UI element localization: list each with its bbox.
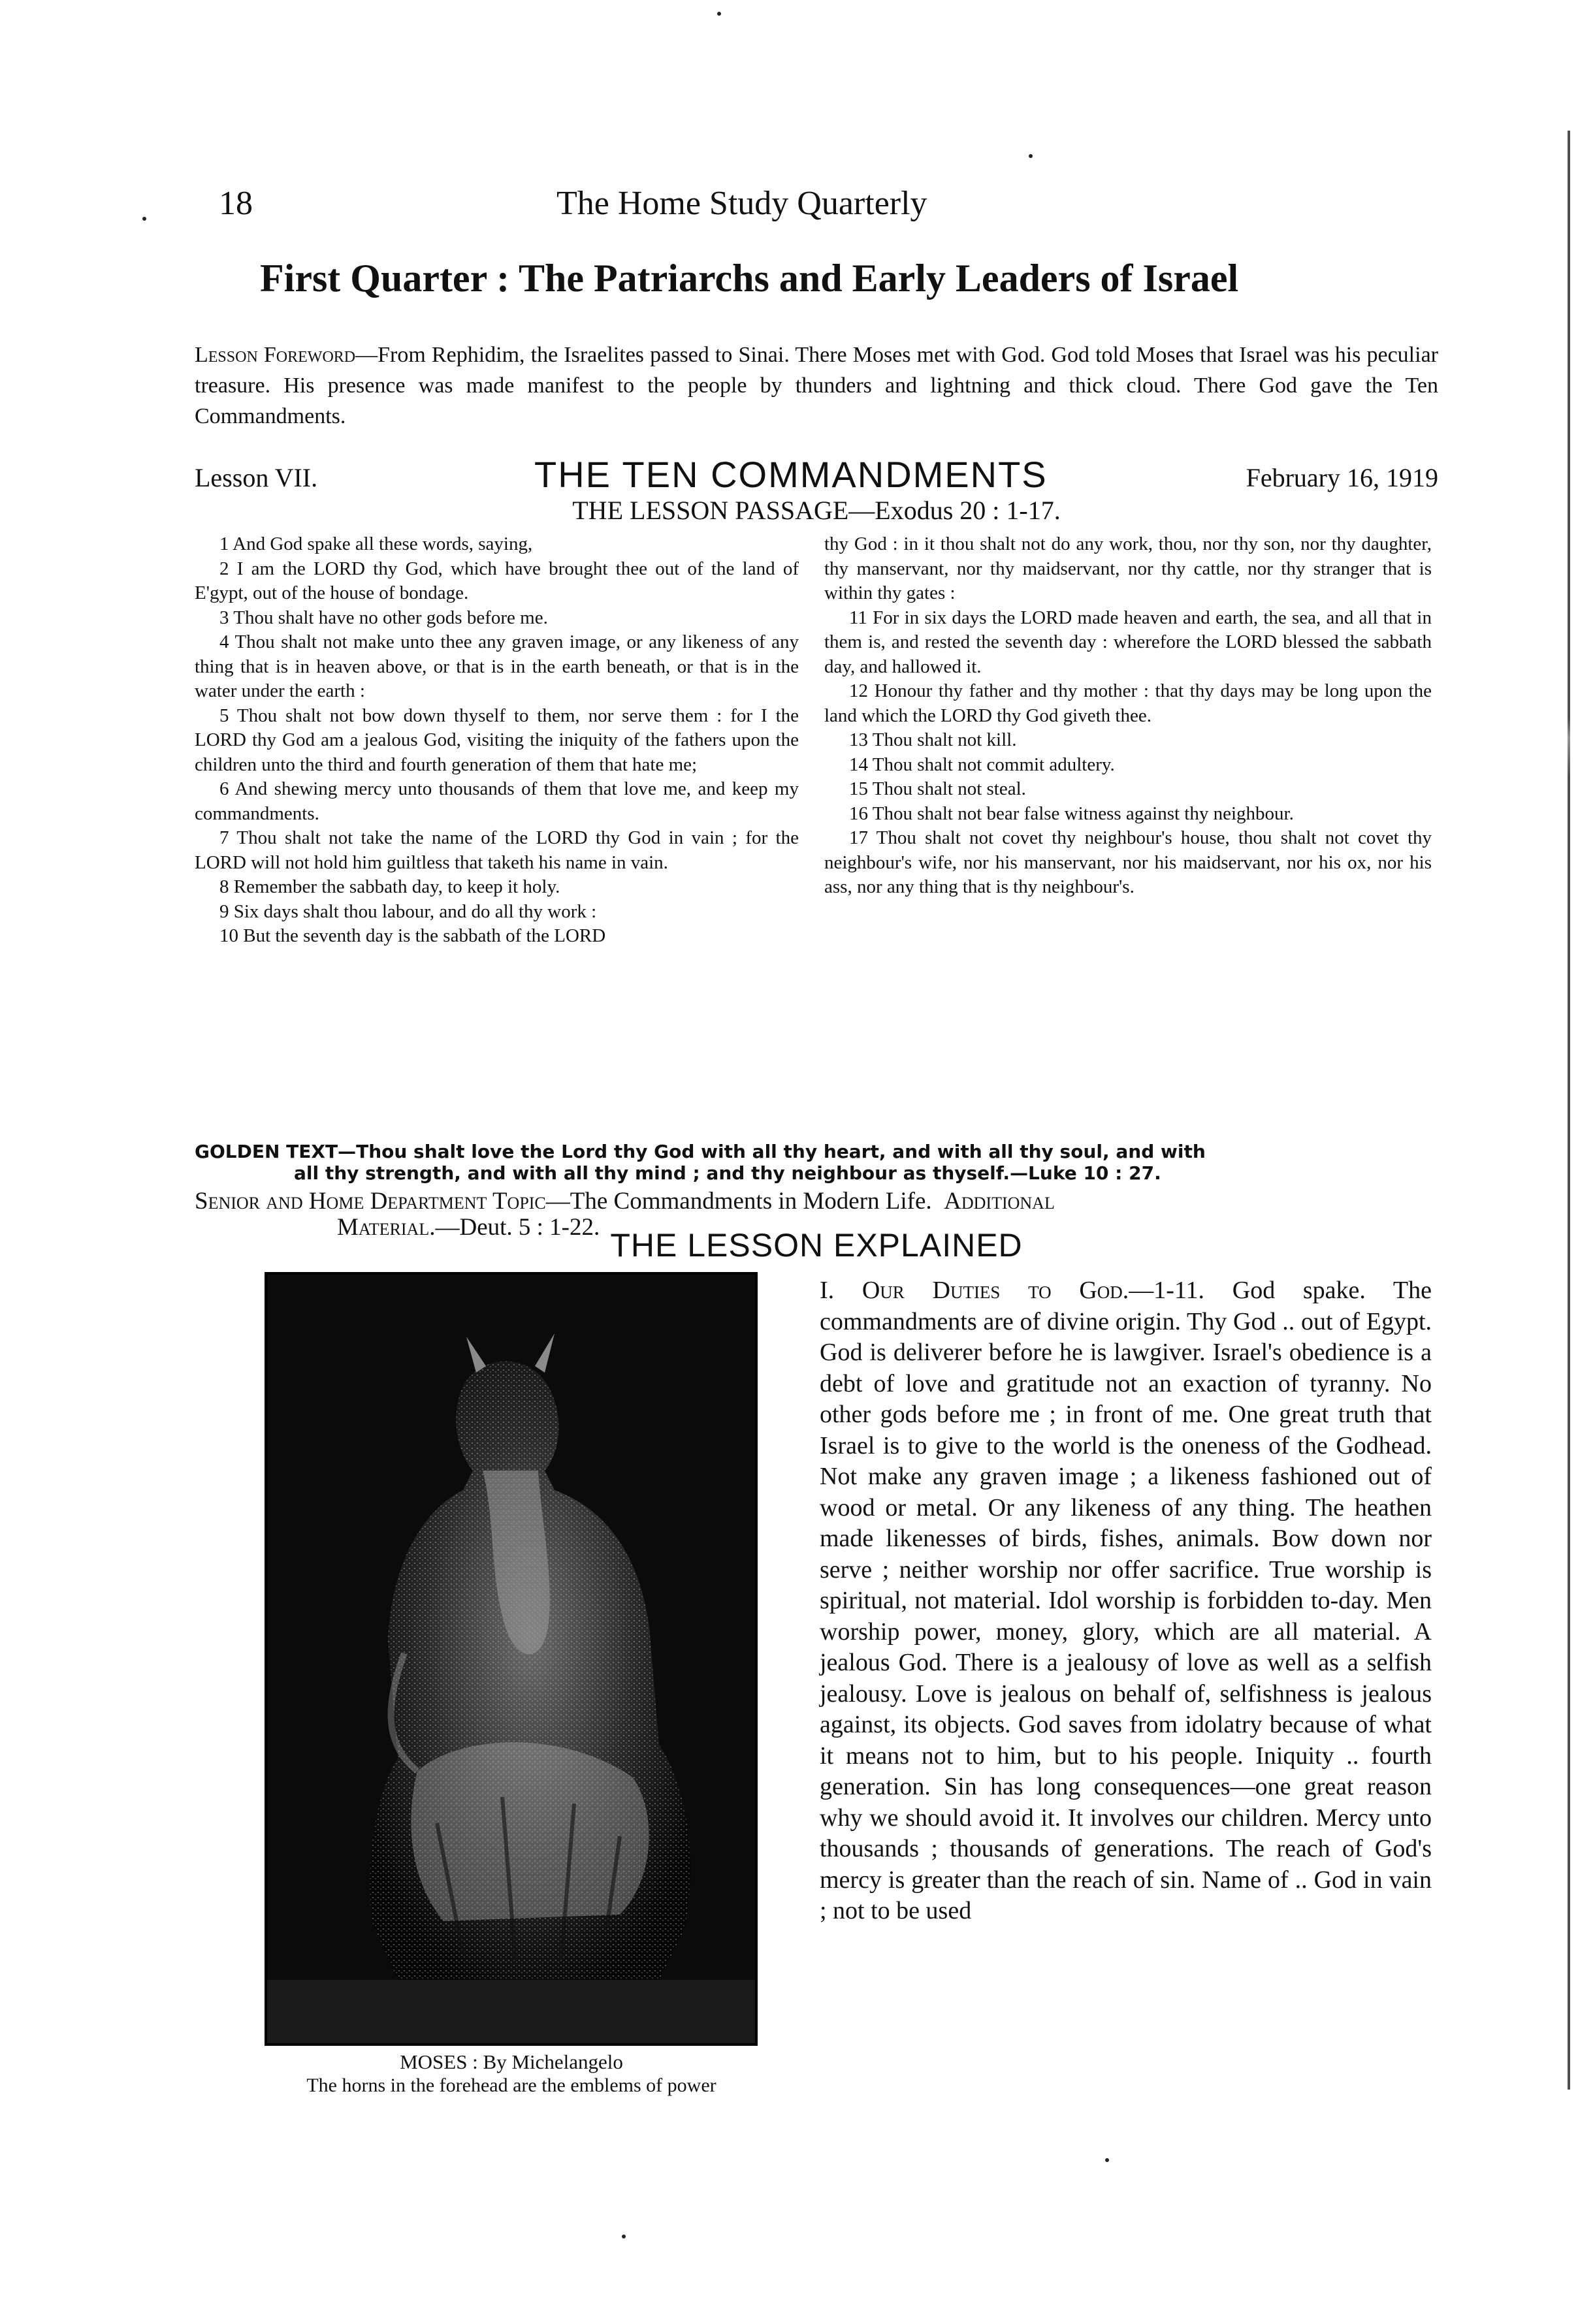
verse-paragraph: 11 For in six days the LORD made heaven and earth, the sea, and all that in them is, and rested the seventh day : wherefore the LORD blessed the sabbath day, and hallowed it.	[824, 607, 1432, 677]
page-number: 18	[219, 185, 253, 222]
verse-paragraph: 7 Thou shalt not take the name of the LORD thy God in vain ; for the LORD will not hold him guiltless that taketh his name in vain.	[195, 827, 799, 873]
moses-statue-image	[265, 1272, 758, 2046]
verse-paragraph: 16 Thou shalt not bear false witness against thy neighbour.	[849, 803, 1294, 824]
lesson-explained-heading: THE LESSON EXPLAINED	[610, 1227, 1023, 1264]
foreword-label: Lesson Foreword	[195, 343, 356, 367]
topic-text: —The Commandments in Modern Life.	[545, 1188, 932, 1215]
verse-paragraph: 4 Thou shalt not make unto thee any graven image, or any likeness of any thing that is in heaven above, or that is in the earth beneath, or that is in the water under the earth :	[195, 631, 799, 701]
passage-heading: THE LESSON PASSAGE—Exodus 20 : 1-17.	[572, 496, 1061, 525]
caption-title: MOSES : By Michelangelo	[400, 2050, 623, 2073]
scan-speck	[717, 12, 721, 16]
topic-label: Senior and Home Department Topic	[195, 1188, 546, 1215]
lesson-date: February 16, 1919	[1246, 463, 1438, 492]
scan-speck	[1029, 154, 1033, 158]
lesson-number: Lesson VII.	[195, 463, 318, 492]
running-head-title: The Home Study Quarterly	[556, 185, 927, 222]
scan-speck	[142, 217, 146, 221]
passage-left-column	[195, 532, 799, 949]
material-text: —Deut. 5 : 1-22.	[435, 1214, 600, 1241]
scan-margin-edge	[1568, 131, 1570, 2090]
verse-paragraph: 15 Thou shalt not steal.	[849, 778, 1026, 799]
verse-paragraph: 14 Thou shalt not commit adultery.	[849, 754, 1115, 775]
verse-paragraph: 2 I am the LORD thy God, which have brought thee out of the land of E'gypt, out of the house of bondage.	[195, 558, 799, 603]
lesson-explanation	[820, 1275, 1432, 1927]
quarter-heading: First Quarter : The Patriarchs and Early Leaders of Israel	[260, 257, 1239, 300]
passage-right-column	[824, 532, 1432, 900]
verse-paragraph: 9 Six days shalt thou labour, and do all thy work :	[219, 900, 597, 922]
verse-paragraph: 10 But the seventh day is the sabbath of the LORD	[219, 925, 606, 946]
verse-paragraph: 6 And shewing mercy unto thousands of them that love me, and keep my commandments.	[195, 778, 799, 824]
verse-paragraph: 13 Thou shalt not kill.	[849, 729, 1017, 750]
lesson-title: THE TEN COMMANDMENTS	[534, 454, 1048, 495]
verse-paragraph: 8 Remember the sabbath day, to keep it holy.	[219, 876, 560, 897]
scan-speck	[1105, 2158, 1109, 2162]
golden-text	[195, 1141, 1438, 1184]
caption-text: The horns in the forehead are the emblems of power	[306, 2075, 717, 2096]
foreword-text: —From Rephidim, the Israelites passed to Sinai. There Moses met with God. God told Moses that Israel was his peculiar treasure. His presence was made manifest to the people by thunders and lightning and thick cloud. There God gave the Ten Commandments.	[195, 343, 1438, 428]
verse-paragraph: thy God : in it thou shalt not do any work, thou, nor thy son, nor thy daughter, thy manservant, nor thy maidservant, nor thy cattle, nor thy stranger that is within thy gates :	[824, 533, 1432, 603]
moses-statue-illustration	[267, 1275, 755, 2043]
verse-paragraph: 12 Honour thy father and thy mother : that thy days may be long upon the land which the LORD thy God giveth thee.	[824, 680, 1432, 726]
verse-paragraph: 3 Thou shalt have no other gods before me.	[219, 607, 548, 628]
scan-speck	[622, 2235, 626, 2238]
material-label: Material.	[337, 1214, 436, 1241]
explanation-ref: —1-11.	[1129, 1277, 1205, 1304]
verse-paragraph: 1 And God spake all these words, saying,	[219, 533, 533, 554]
golden-text-line-2: all thy strength, and with all thy mind ; and thy neighbour as thyself.—Luke 10 : 27.	[294, 1162, 1161, 1184]
golden-text-line-1: GOLDEN TEXT—Thou shalt love the Lord thy God with all thy heart, and with all thy soul, and with	[195, 1141, 1206, 1162]
lesson-header	[195, 453, 1438, 495]
verse-paragraph: 5 Thou shalt not bow down thyself to them, nor serve them : for I the LORD thy God am a jealous God, visiting the iniquity of the fathers upon the children unto the third and fourth generation of them that hate me;	[195, 705, 799, 775]
lesson-foreword	[195, 340, 1438, 432]
additional-label: Additional	[944, 1188, 1055, 1215]
figure-caption	[195, 2050, 828, 2097]
verse-paragraph: 17 Thou shalt not covet thy neighbour's house, thou shalt not covet thy neighbour's wife, nor his manservant, nor his maidservant, nor his ox, nor his ass, nor any thing that is thy neighbour's.	[824, 827, 1432, 897]
explanation-heading: I. Our Duties to God.	[820, 1277, 1129, 1304]
explanation-text: God spake. The commandments are of divine origin. Thy God .. out of Egypt. God is deliverer before he is lawgiver. Israel's obedience is a debt of love and gratitude not an exaction of tyranny. No other gods before me ; in front of me. One great truth that Israel is to give to the world is the oneness of the Godhead. Not make any graven image ; a likeness fashioned out of wood or metal. Or any likeness of any thing. The heathen made likenesses of birds, fishes, animals. Bow down nor serve ; neither worship nor offer sacrifice. True worship is spiritual, not material. Idol worship is forbidden to-day. Men worship power, money, glory, which are all material. A jealous God. There is a jealousy of love as well as a selfish jealousy. Love is jealous on behalf of, selfishness is jealous against, its objects. God saves from idolatry because of what it means not to him, but to his people. Iniquity .. fourth generation. Sin has long consequences—one great reason why we should avoid it. It involves our children. Mercy unto thousands ; thousands of generations. The reach of God's mercy is greater than the reach of sin. Name of .. God in vain ; not to be used	[820, 1277, 1432, 1924]
